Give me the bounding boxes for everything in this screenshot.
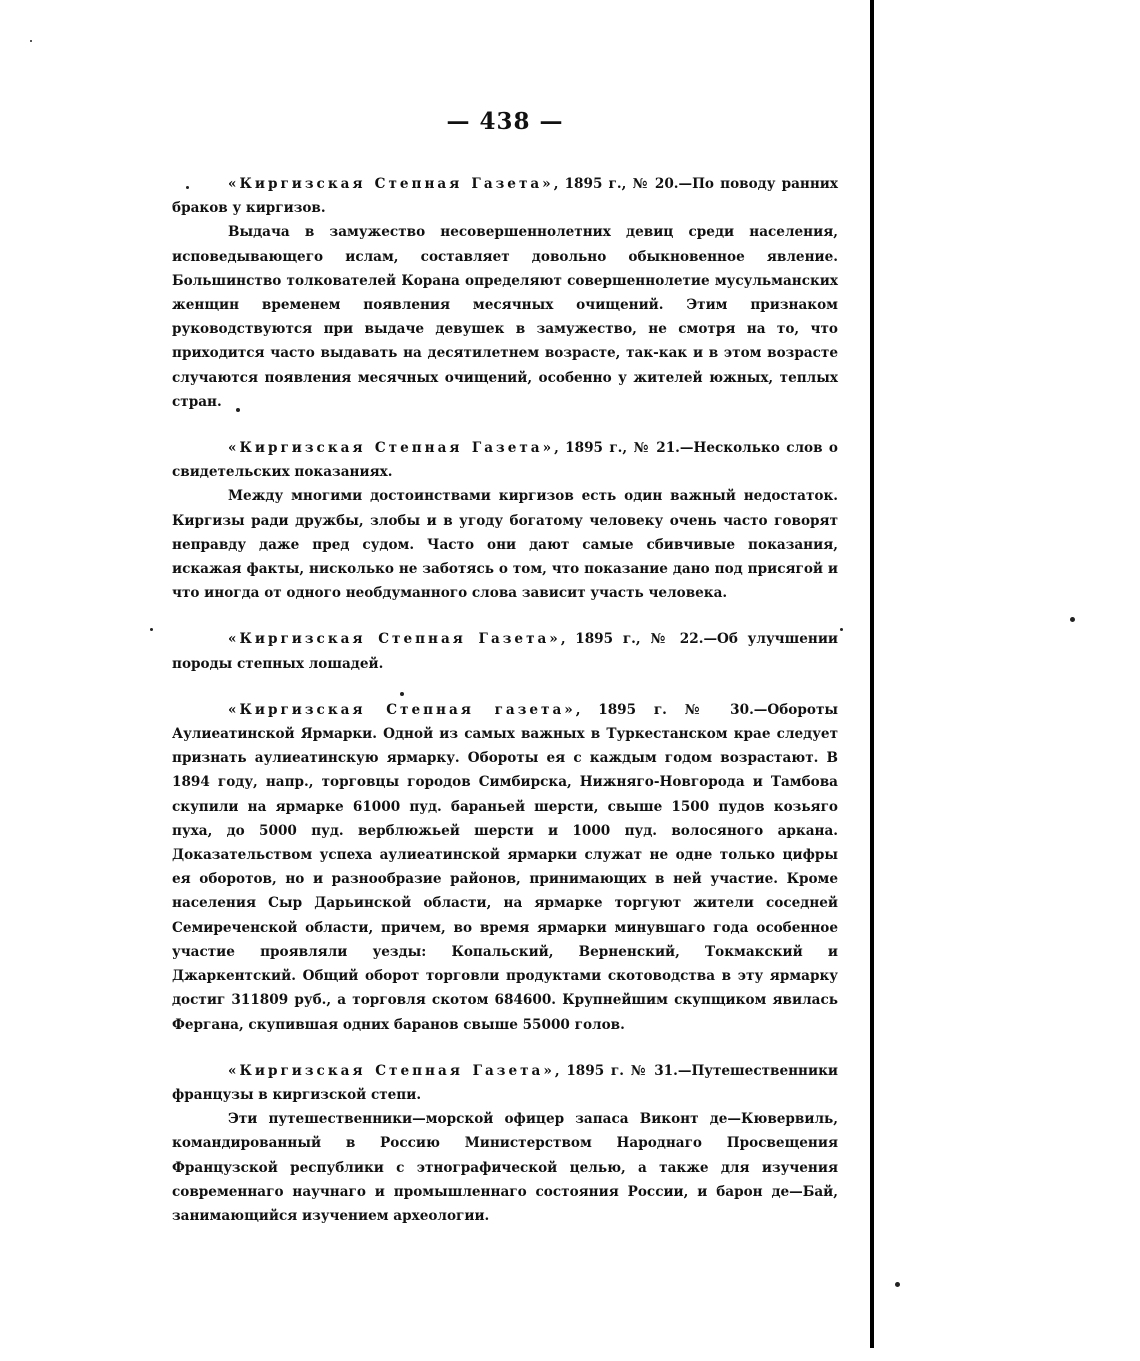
- scan-speck: [400, 692, 404, 696]
- entry-heading: [172, 1059, 838, 1107]
- entry-source: «Киргизская Степная Газета»: [228, 176, 554, 192]
- entry-heading-and-text: [172, 698, 838, 1037]
- entry-heading: [172, 436, 838, 484]
- entry-source: «Киргизская Степная Газета»: [228, 631, 561, 648]
- entry-citation: , 1895 г. № 31.—Путешественники французы в киргизской степи.: [172, 1062, 838, 1103]
- scan-speck: [186, 186, 189, 189]
- entry-text: Одной из самых важных в Туркестанском крае следует признать аулиеатинскую ярмарку. Обороты ея с каждым годом возрастают. В 1894 году, напр., торговцы городов Симбирска, Нижняго-Новгорода и Тамбова скупили на ярмарке 61000 пуд. бараньей шерсти, свыше 1500 пудов козьяго пуха, до 5000 пуд. верблюжьей шерсти и 1000 пуд. волосяного аркана. Доказательством успеха аулиеатинской ярмарки служат не одне только цифры ея оборотов, но и разнообразие районов, принимающих в ней участие. Кроме населения Сыр Дарьинской области, на ярмарке торгуют жители соседней Семиреченской области, причем, во время ярмарки минувшаго года особенное участие проявляли уезды: Копальский, Верненский, Токмакский и Джаркентский. Общий оборот торговли продуктами скотоводства в эту ярмарку достиг 311809 руб., а торговля скотом 684600. Крупнейшим скупщиком явилась Фергана, скупившая одних баранов свыше 55000 голов.: [172, 726, 839, 1033]
- scan-speck: [30, 40, 32, 42]
- entry-text: Между многими достоинствами киргизов есть один важный недостаток. Киргизы ради дружбы, злобы и в угоду богатому человеку очень часто говорят неправду даже пред судом. Часто они дают самые сбивчивые показания, искажая факты, нисколько не заботясь о том, что показание дано под присягой и что иногда от одного необдуманного слова зависит участь человека.: [172, 488, 838, 602]
- scan-speck: [236, 408, 240, 412]
- binding-edge-rule: [870, 0, 874, 1348]
- entry-citation: , 1895 г., № 20.—По поводу ранних браков у киргизов.: [172, 176, 838, 217]
- entry-source: «Киргизская Степная газета»: [228, 701, 576, 718]
- entry-1: [172, 172, 838, 414]
- entry-heading: [172, 627, 838, 675]
- scan-speck: [840, 628, 843, 631]
- scan-speck: [895, 1282, 900, 1287]
- entry-citation: , 1895 г., № 22.—Об улучшении породы степных лошадей.: [172, 631, 838, 672]
- document-body: [172, 172, 838, 1250]
- entry-source: «Киргизская Степная Газета»: [228, 440, 555, 457]
- entry-text: Выдача в замужество несовершеннолетних девиц среди населения, исповедывающего ислам, составляет довольно обыкновенное явление. Большинство толкователей Корана определяют совершеннолетие мусульманских женщин временем появления месячных очищений. Этим признаком руководствуются при выдаче девушек в замужество, не смотря на то, что приходится часто выдавать на десятилетнем возрасте, так-как и в этом возрасте случаются появления месячных очищений, особенно у жителей южных, теплых стран.: [172, 224, 838, 410]
- entry-text: Эти путешественники—морской офицер запаса Виконт де—Кювервиль, командированный в Россию Министерством Народнаго Просвещения Французской республики с этнографической целью, а также для изучения современнаго научнаго и промышленнаго состояния России, и барон де—Бай, занимающийся изучением археологии.: [172, 1111, 838, 1224]
- page-number: — 438 —: [446, 108, 564, 135]
- entry-source: «Киргизская Степная Газета»: [228, 1062, 555, 1079]
- scan-speck: [1070, 617, 1075, 622]
- entry-2: [172, 436, 838, 605]
- entry-4: [172, 698, 838, 1037]
- scan-speck: [150, 628, 153, 631]
- entry-5: [172, 1059, 838, 1228]
- entry-citation: , 1895 г. № 30.—Обороты Аулиеатинской Ярмарки.: [172, 701, 838, 743]
- entry-3: [172, 627, 838, 675]
- entry-heading: [172, 172, 838, 220]
- entry-citation: , 1895 г., № 21.—Несколько слов о свидетельских показаниях.: [172, 440, 838, 481]
